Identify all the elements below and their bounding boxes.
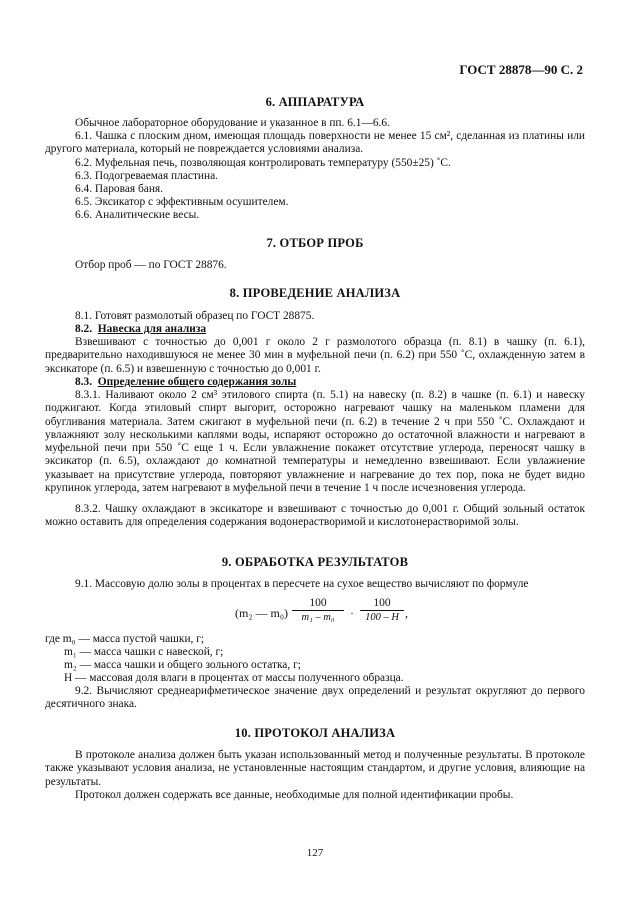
item-6-3: 6.3. Подогреваемая пластина. <box>75 170 219 182</box>
item-8-3-1: 8.3.1. Наливают около 2 см³ этилового спирта (п. 5.1) на навеску (п. 8.2) в чашке (п. 6.1) и навеску поджигают. Когда этиловый спирт выгорит, осторожно нагревают чашку на маленьком пламени для обугливания материала. Затем сжигают в муфельной печи (п. 6.2) в течение 2 ч при 550 ˚С. Охлаждают и увлажняют золу несколькими каплями воды, испаряют осторожно до остаточной влажности и нагревают в муфельной печи при 550 ˚С еще 1 ч. Если увлажнение покажет отсутствие углерода, переносят чашку в эксикатор (п. 6.5), охлаждают до комнатной температуры и немедленно взвешивают. Если увлажнение указывает на присутствие углерода, повторяют увлажнение и нагревание до тех пор, пока не будет видно крупинок углерода, затем нагревают в муфельной печи в течение 1 ч после исчезновения углерода. <box>45 389 585 495</box>
where-m2: m₂ — масса чашки и общего зольного остатка, г; <box>64 659 301 671</box>
section-10-para-1: В протоколе анализа должен быть указан использованный метод и полученные результаты. В протоколе также указывают условия анализа, не установленные настоящим стандартом, и другие условия, влияющие на результаты. <box>45 749 585 788</box>
item-6-1: 6.1. Чашка с плоским дном, имеющая площадь поверхности не менее 15 см², сделанная из платины или другого материала, который не повреждается условиями анализа. <box>45 130 585 156</box>
item-8-2-number: 8.2. <box>75 323 93 335</box>
section-7-text: Отбор проб — по ГОСТ 28876. <box>75 259 227 271</box>
item-8-3-title: Определение общего содержания золы <box>97 376 297 388</box>
item-9-2: 9.2. Вычисляют среднеарифметическое значение двух определений и результат округляют до первого десятичного знака. <box>45 685 585 711</box>
section-10-title: 10. ПРОТОКОЛ АНАЛИЗА <box>234 726 396 740</box>
formula-dot: · <box>350 606 354 620</box>
section-9-title: 9. ОБРАБОТКА РЕЗУЛЬТАТОВ <box>221 555 409 569</box>
formula-denominator-1: m₁ – m₀ <box>301 612 335 623</box>
item-8-2-text: Взвешивают с точностью до 0,001 г около 2 г размолотого образца (п. 8.1) в чашку (п. 6.1), предварительно находившуюся не менее 30 мин в муфельной печи (п. 6.2) при 550 ˚С, охлажденную затем в эксикаторе (п. 6.5) и взвешенную с точностью до 0,001 г. <box>45 336 585 375</box>
item-6-6: 6.6. Аналитические весы. <box>75 209 200 221</box>
item-8-3-2: 8.3.2. Чашку охлаждают в эксикаторе и взвешивают с точностью до 0,001 г. Общий зольный остаток можно оставить для определения содержания водонерастворимой и кислотонерастворимой золы. <box>45 503 585 529</box>
item-8-2-heading <box>75 323 585 336</box>
section-6-intro: Обычное лабораторное оборудование и указанное в пп. 6.1—6.6. <box>75 117 390 129</box>
where-H: H — массовая доля влаги в процентах от массы полученного образца. <box>64 672 404 684</box>
formula-denominator-2: 100 – H <box>365 612 399 623</box>
item-8-2-title: Навеска для анализа <box>97 323 207 335</box>
formula-lead: (m₂ — m₀) <box>235 606 289 620</box>
item-8-3-heading <box>75 376 585 389</box>
formula-numerator-2: 100 <box>373 597 391 609</box>
where-m1: m₁ — масса чашки с навеской, г; <box>64 646 224 658</box>
item-8-1: 8.1. Готовят размолотый образец по ГОСТ 28875. <box>75 310 315 322</box>
section-8-title: 8. ПРОВЕДЕНИЕ АНАЛИЗА <box>229 286 401 300</box>
item-6-4: 6.4. Паровая баня. <box>75 183 164 195</box>
formula-fraction-2 <box>360 596 404 625</box>
document-header: ГОСТ 28878—90 С. 2 <box>459 62 583 77</box>
formula-numerator-1: 100 <box>309 597 327 609</box>
section-6-title: 6. АППАРАТУРА <box>265 95 365 109</box>
where-m0: где m₀ — масса пустой чашки, г; <box>45 633 205 645</box>
formula-fraction-1 <box>292 596 344 625</box>
section-7-title: 7. ОТБОР ПРОБ <box>266 236 364 250</box>
ash-formula <box>0 596 630 636</box>
formula-tail: , <box>405 606 408 620</box>
item-6-2: 6.2. Муфельная печь, позволяющая контролировать температуру (550±25) ˚С. <box>75 157 451 169</box>
item-9-1: 9.1. Массовую долю золы в процентах в пересчете на сухое вещество вычисляют по формуле <box>75 578 529 590</box>
section-10-para-2: Протокол должен содержать все данные, необходимые для полной идентификации пробы. <box>75 789 514 801</box>
item-6-5: 6.5. Эксикатор с эффективным осушителем. <box>75 196 289 208</box>
page-number: 127 <box>306 847 324 859</box>
item-8-3-number: 8.3. <box>75 376 93 388</box>
